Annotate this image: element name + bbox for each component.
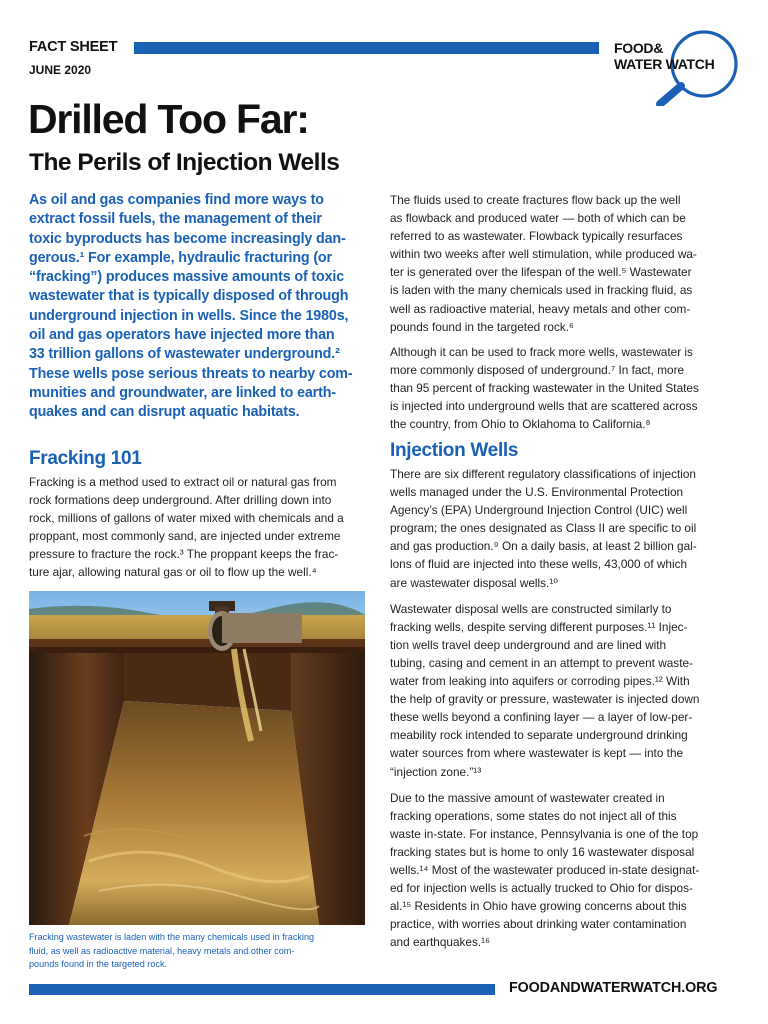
section-heading-fracking-101: Fracking 101	[29, 448, 142, 469]
body-line: and earthquakes.¹⁶	[390, 935, 490, 950]
lede-line: oil and gas operators have injected more than	[29, 327, 335, 344]
food-and-water-watch-logo[interactable]	[612, 30, 742, 106]
wastewater-tank-photo	[29, 591, 365, 925]
body-line: rock formations deep underground. After drilling down into	[29, 493, 332, 508]
body-line: proppant, most commonly sand, are injected under extreme	[29, 529, 341, 544]
body-line: are wastewater disposal wells.¹⁰	[390, 575, 558, 590]
body-line: the help of gravity or pressure, wastewater is injected down	[390, 692, 700, 707]
body-line: Fracking is a method used to extract oil or natural gas from	[29, 475, 337, 489]
section-heading-injection-wells: Injection Wells	[390, 440, 519, 461]
wastewater-paragraph	[390, 191, 699, 336]
body-line: rock, millions of gallons of water mixed with chemicals and a	[29, 511, 344, 526]
body-line: Although it can be used to frack more wells, wastewater is	[390, 344, 693, 359]
body-line: these wells beyond a confining layer — a layer of low-per-	[390, 710, 693, 725]
body-line: within two weeks after well stimulation, while produced wa-	[390, 247, 697, 262]
body-line: more commonly disposed of underground.⁷ In fact, more	[390, 362, 685, 377]
lede-line: quakes and can disrupt aquatic habitats.	[29, 404, 300, 421]
body-line: water from leaking into aquifers or corroding pipes.¹² With	[390, 674, 690, 689]
right-column-intro	[390, 191, 699, 440]
body-line: practice, with worries about drinking water contamination	[390, 917, 687, 932]
pennsylvania-paragraph	[390, 789, 700, 952]
photo-caption	[29, 931, 314, 972]
lede-line: toxic byproducts has become increasingly dan-	[29, 230, 346, 247]
header-rule	[134, 42, 599, 54]
body-line: fracking wells, despite serving different purposes.¹¹ Injec-	[390, 619, 688, 634]
caption-line: fluid, as well as radioactive material, heavy metals and other com-	[29, 945, 295, 956]
website-link[interactable]: FOODANDWATERWATCH.ORG	[509, 980, 718, 996]
body-line: wells.¹⁴ Most of the wastewater produced in-state designat-	[390, 862, 700, 877]
body-line: ed for injection wells is actually trucked to Ohio for dispos-	[390, 881, 693, 896]
body-line: There are six different regulatory classifications of injection	[390, 467, 696, 481]
page-title: Drilled Too Far:	[28, 96, 309, 142]
body-line: referred to as wastewater. Flowback typically resurfaces	[390, 229, 683, 244]
body-line: fracking states but is home to only 16 wastewater disposal	[390, 844, 695, 859]
body-line: is laden with the many chemicals used in fracking fluid, as	[390, 283, 693, 298]
body-line: meability rock intended to separate underground drinking	[390, 728, 688, 743]
body-line: than 95 percent of fracking wastewater in the United States	[390, 380, 699, 395]
body-line: tubing, casing and cement in an attempt to prevent waste-	[390, 655, 693, 670]
body-line: tion wells travel deep underground and are lined with	[390, 637, 667, 652]
body-line: well as radioactive material, heavy metals and other com-	[390, 301, 691, 316]
lede-line: These wells pose serious threats to nearby com-	[29, 365, 353, 382]
body-line: “injection zone.”¹³	[390, 764, 482, 779]
lede-line: 33 trillion gallons of wastewater underground.²	[29, 346, 340, 363]
lede-line: As oil and gas companies find more ways to	[29, 192, 324, 208]
logo-text-line1: FOOD&	[614, 40, 664, 56]
page-subtitle: The Perils of Injection Wells	[29, 149, 340, 176]
caption-line: Fracking wastewater is laden with the many chemicals used in fracking	[29, 932, 315, 942]
body-line: ter is generated over the lifespan of the well.⁵ Wastewater	[390, 265, 692, 280]
lede-line: extract fossil fuels, the management of their	[29, 211, 322, 228]
body-line: Agency’s (EPA) Underground Injection Control (UIC) well	[390, 503, 688, 518]
body-line: program; the ones designated as Class II are specific to oil	[390, 521, 697, 536]
body-line: Wastewater disposal wells are constructed similarly to	[390, 601, 672, 616]
body-line: as flowback and produced water — both of which can be	[390, 211, 686, 226]
fracking-101-paragraph	[29, 473, 344, 582]
body-line: fracking operations, some states do not inject all of this	[390, 808, 677, 823]
body-line: al.¹⁵ Residents in Ohio have growing concerns about this	[390, 899, 687, 914]
injection-wells-section	[390, 465, 700, 959]
lede-line: gerous.¹ For example, hydraulic fracturing (or	[29, 249, 332, 266]
publication-date: JUNE 2020	[29, 63, 92, 77]
body-line: and gas production.⁹ On a daily basis, at least 2 billion gal-	[390, 539, 697, 554]
lede-line: underground injection in wells. Since the 1980s,	[29, 307, 349, 324]
body-line: ture ajar, allowing natural gas or oil to flow up the well.⁴	[29, 565, 317, 580]
logo-text-line2: WATER WATCH	[614, 56, 715, 72]
body-line: the country, from Ohio to Oklahoma to California.⁸	[390, 417, 651, 432]
body-line: is injected into underground wells that are scattered across	[390, 399, 698, 414]
body-line: Due to the massive amount of wastewater created in	[390, 790, 665, 805]
body-line: water sources from where wastewater is kept — into the	[390, 746, 684, 761]
lede-line: wastewater that is typically disposed of through	[29, 288, 349, 305]
caption-line: pounds found in the targeted rock.	[29, 959, 168, 969]
fact-sheet-label: FACT SHEET	[29, 39, 118, 55]
classification-paragraph	[390, 465, 700, 592]
construction-paragraph	[390, 600, 700, 781]
lede-line: munities and groundwater, are linked to earth-	[29, 384, 336, 401]
lede-paragraph	[29, 191, 379, 423]
disposal-paragraph	[390, 343, 699, 433]
body-line: waste in-state. For instance, Pennsylvania is one of the top	[390, 826, 699, 841]
body-line: lons of fluid are injected into these wells, 43,000 of which	[390, 557, 688, 572]
body-line: pressure to fracture the rock.³ The proppant keeps the frac-	[29, 547, 339, 562]
body-line: pounds found in the targeted rock.⁶	[390, 319, 574, 334]
body-line: The fluids used to create fractures flow back up the well	[390, 193, 681, 207]
footer-rule	[29, 984, 495, 995]
body-line: wells managed under the U.S. Environmental Protection	[390, 485, 684, 500]
lede-line: “fracking”) produces massive amounts of toxic	[29, 269, 345, 286]
